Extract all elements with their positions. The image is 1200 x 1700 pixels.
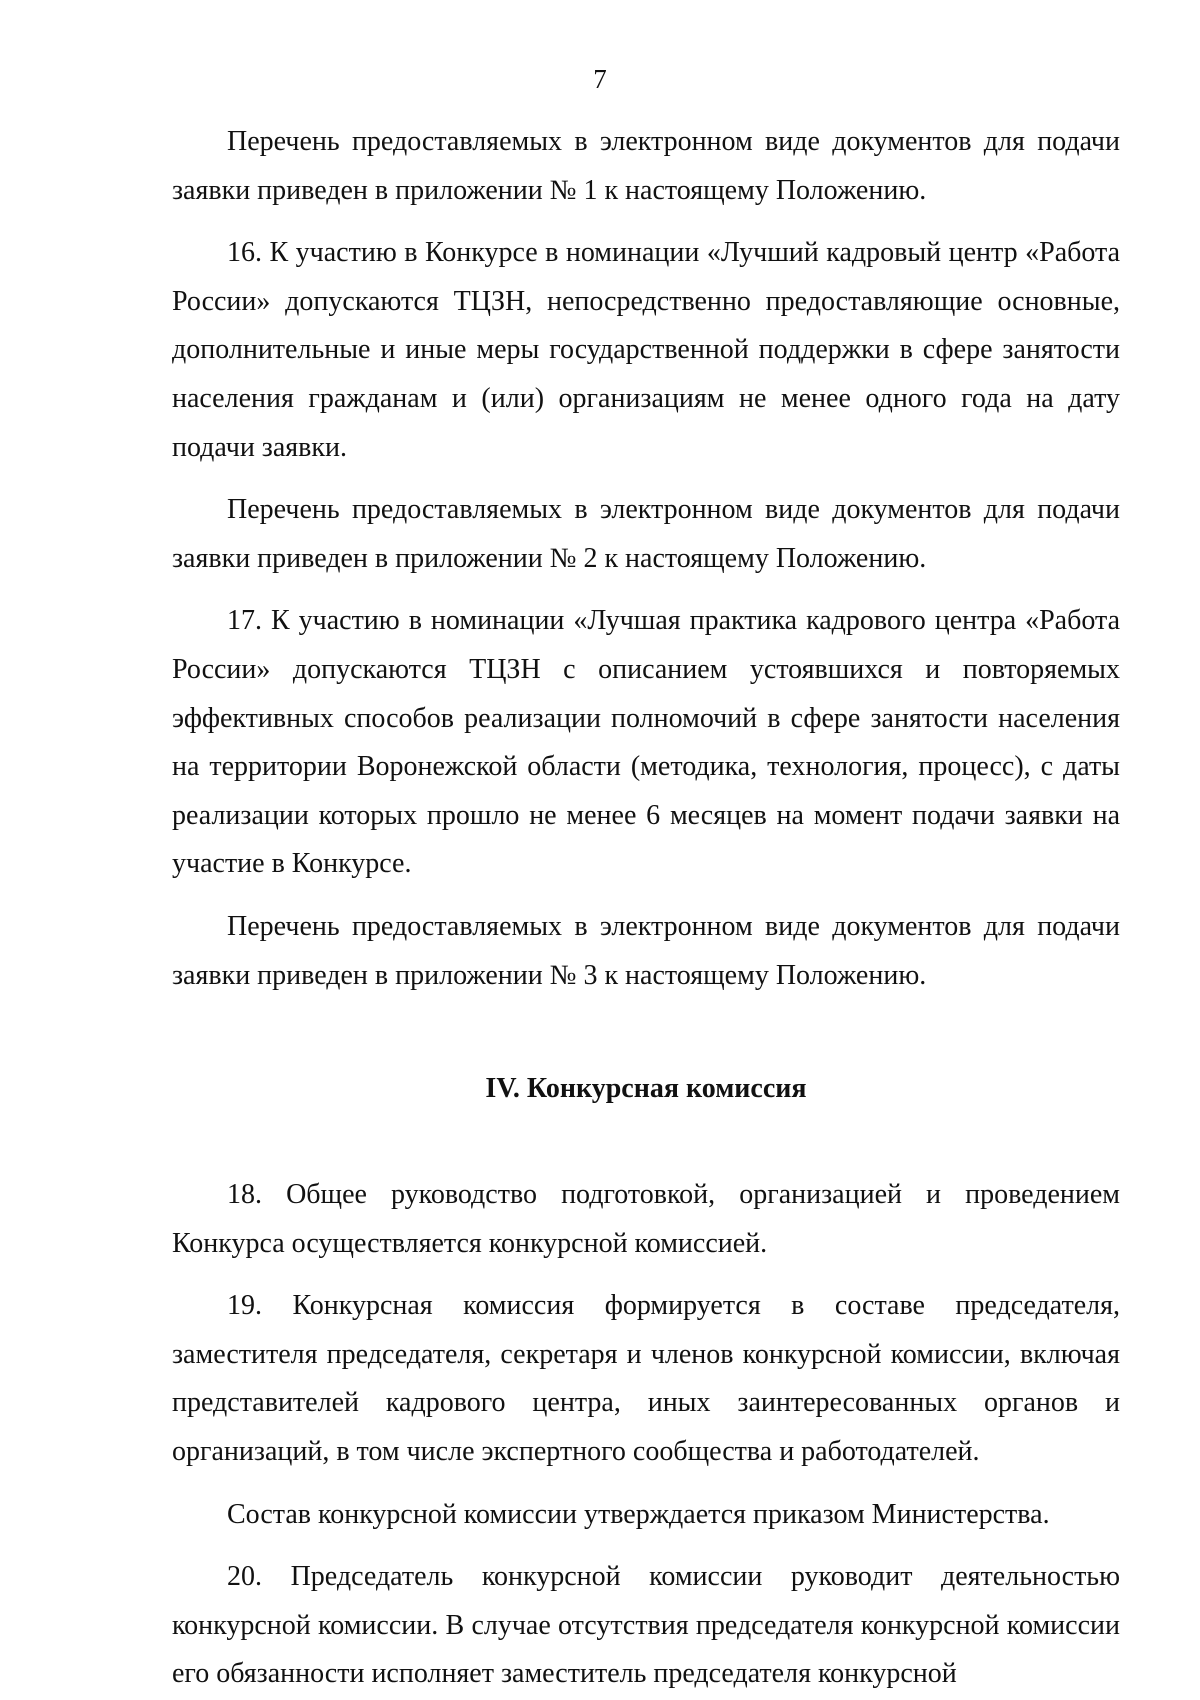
paragraph-appendix-3: Перечень предоставляемых в электронном виде документов для подачи заявки приведен в приложении № 3 к настоящему Положению.: [172, 910, 1120, 991]
section-heading: IV. Конкурсная комиссия: [485, 1073, 807, 1105]
paragraph-item-20: 20. Председатель конкурсной комиссии руководит деятельностью конкурсной комиссии. В случае отсутствия председателя конкурсной комиссии его обязанности исполняет заместитель председателя конкурсной: [172, 1561, 1120, 1690]
paragraph-item-16: 16. К участию в Конкурсе в номинации «Лучший кадровый центр «Работа России» допускаются ТЦЗН, непосредственно предоставляющие основные, дополнительные и иные меры государственной поддержки в сфере занятости населения гражданам и (или) организациям не менее одного года на дату подачи заявки.: [172, 237, 1120, 463]
page-number: 7: [593, 64, 607, 94]
paragraph-item-17: 17. К участию в номинации «Лучшая практика кадрового центра «Работа России» допускаются ТЦЗН с описанием устоявшихся и повторяемых эффективных способов реализации полномочий в сфере занятости населения на территории Воронежской области (методика, технология, процесс), с даты реализации которых прошло не менее 6 месяцев на момент подачи заявки на участие в Конкурсе.: [172, 605, 1120, 880]
document-body: [172, 118, 1120, 1699]
paragraph-appendix-2: Перечень предоставляемых в электронном виде документов для подачи заявки приведен в приложении № 2 к настоящему Положению.: [172, 494, 1120, 574]
paragraph-appendix-1: Перечень предоставляемых в электронном виде документов для подачи заявки приведен в приложении № 1 к настоящему Положению.: [172, 126, 1120, 206]
paragraph-commission-composition: Состав конкурсной комиссии утверждается приказом Министерства.: [227, 1498, 1050, 1530]
paragraph-item-19: 19. Конкурсная комиссия формируется в составе председателя, заместителя председателя, секретаря и членов конкурсной комиссии, включая представителей кадрового центра, иных заинтересованных органов и организаций, в том числе экспертного сообщества и работодателей.: [172, 1290, 1120, 1468]
paragraph-item-18: 18. Общее руководство подготовкой, организацией и проведением Конкурса осуществляется конкурсной комиссией.: [172, 1179, 1120, 1259]
